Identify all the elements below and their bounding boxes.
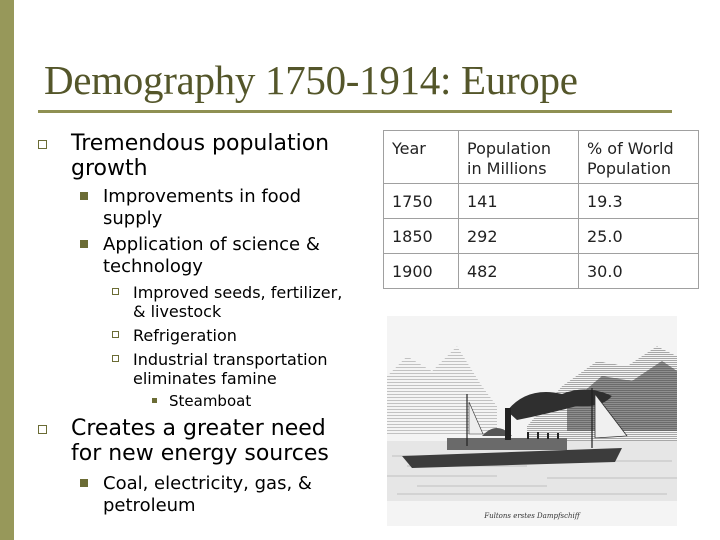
table-cell-year: 1900 bbox=[384, 254, 459, 289]
bullet-hollow-square-icon bbox=[38, 425, 47, 434]
table-cell-year: 1850 bbox=[384, 219, 459, 254]
table-row bbox=[384, 254, 699, 289]
text-line: Improved seeds, fertilizer, bbox=[133, 283, 343, 302]
bullet-small-square-icon bbox=[152, 398, 157, 403]
header-line: % of World bbox=[587, 139, 674, 158]
table-header-cell bbox=[579, 131, 699, 184]
bullet-l3-refrigeration bbox=[133, 326, 237, 345]
bullet-l3-industrial-transportation bbox=[133, 350, 328, 388]
table-header-cell bbox=[384, 131, 459, 184]
bullet-l1-population-growth bbox=[71, 131, 329, 181]
header-line: in Millions bbox=[467, 159, 547, 178]
text-line: for new energy sources bbox=[71, 441, 329, 466]
slide-sidebar-bar bbox=[0, 0, 14, 540]
header-line: Population bbox=[587, 159, 672, 178]
header-line: Year bbox=[392, 139, 426, 158]
text-line: Coal, electricity, gas, & bbox=[103, 473, 312, 494]
table-cell-year: 1750 bbox=[384, 184, 459, 219]
bullet-l4-steamboat bbox=[169, 392, 251, 410]
table-header-row bbox=[384, 131, 699, 184]
table-cell-percent: 19.3 bbox=[579, 184, 699, 219]
table-row bbox=[384, 219, 699, 254]
text-line: Creates a greater need bbox=[71, 416, 326, 441]
text-line: Improvements in food bbox=[103, 186, 302, 207]
text-line: eliminates famine bbox=[133, 369, 277, 388]
bullet-l2-food-supply bbox=[103, 186, 301, 230]
table-cell-percent: 25.0 bbox=[579, 219, 699, 254]
table-cell-percent: 30.0 bbox=[579, 254, 699, 289]
text-line: Steamboat bbox=[169, 392, 252, 410]
text-line: supply bbox=[103, 208, 163, 229]
text-line: Refrigeration bbox=[133, 326, 237, 345]
engraving-caption: Fultons erstes Dampfschiff bbox=[484, 512, 580, 520]
text-line: technology bbox=[103, 256, 203, 277]
table-cell-population: 482 bbox=[459, 254, 579, 289]
bullet-hollow-square-icon bbox=[112, 355, 119, 362]
text-line: petroleum bbox=[103, 495, 196, 516]
bullet-hollow-square-icon bbox=[112, 288, 119, 295]
text-line: Tremendous population bbox=[71, 131, 330, 156]
text-line: & livestock bbox=[133, 302, 222, 321]
text-line: growth bbox=[71, 156, 148, 181]
bullet-filled-square-icon bbox=[80, 192, 88, 200]
text-line: Industrial transportation bbox=[133, 350, 328, 369]
table-cell-population: 292 bbox=[459, 219, 579, 254]
bullet-l2-energy-sources bbox=[103, 473, 312, 517]
bullet-hollow-square-icon bbox=[38, 140, 47, 149]
header-line: Population bbox=[467, 139, 552, 158]
bullet-filled-square-icon bbox=[80, 240, 88, 248]
bullet-hollow-square-icon bbox=[112, 331, 119, 338]
slide-title: Demography 1750-1914: Europe bbox=[44, 57, 578, 103]
bullet-l2-science-technology bbox=[103, 234, 320, 278]
population-table bbox=[383, 130, 699, 289]
table-header-cell bbox=[459, 131, 579, 184]
text-line: Application of science & bbox=[103, 234, 320, 255]
title-underline bbox=[38, 110, 672, 113]
bullet-filled-square-icon bbox=[80, 479, 88, 487]
bullet-l1-energy-need bbox=[71, 416, 329, 466]
steamboat-engraving-image bbox=[387, 316, 677, 526]
bullet-l3-improved-seeds bbox=[133, 283, 342, 321]
table-cell-population: 141 bbox=[459, 184, 579, 219]
table-row bbox=[384, 184, 699, 219]
